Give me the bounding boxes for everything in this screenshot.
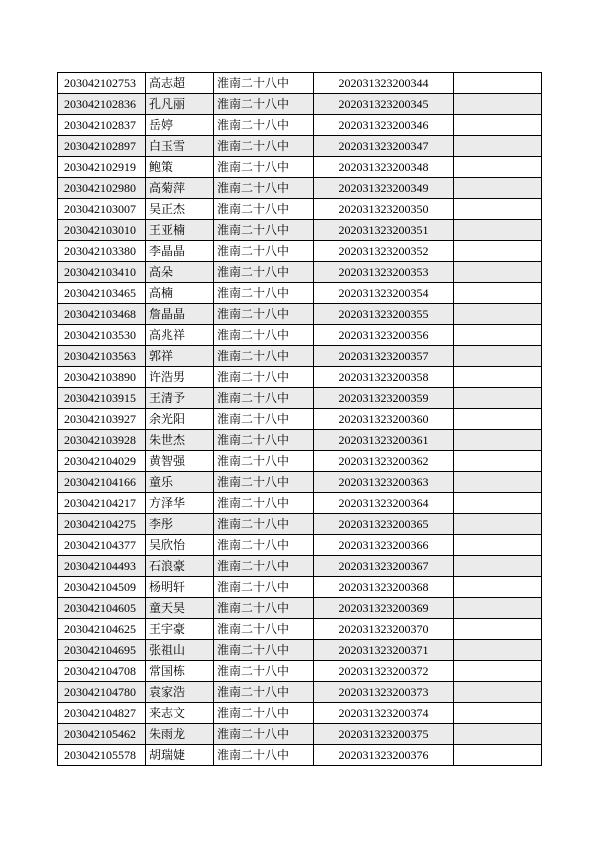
school-cell: 淮南二十八中 (214, 724, 314, 745)
table-row (58, 661, 542, 682)
exam-number-cell: 202031323200352 (314, 241, 454, 262)
remarks-cell (454, 115, 542, 136)
school-cell: 淮南二十八中 (214, 514, 314, 535)
school-cell: 淮南二十八中 (214, 115, 314, 136)
roster-table (57, 72, 542, 766)
school-cell: 淮南二十八中 (214, 451, 314, 472)
student-name-cell: 郭祥 (146, 346, 214, 367)
table-row (58, 493, 542, 514)
remarks-cell (454, 661, 542, 682)
student-name-cell: 常国栋 (146, 661, 214, 682)
school-cell: 淮南二十八中 (214, 262, 314, 283)
exam-number-cell: 202031323200374 (314, 703, 454, 724)
table-row (58, 640, 542, 661)
table-row (58, 325, 542, 346)
exam-number-cell: 202031323200365 (314, 514, 454, 535)
remarks-cell (454, 493, 542, 514)
table-row (58, 262, 542, 283)
table-row (58, 745, 542, 766)
exam-number-cell: 202031323200354 (314, 283, 454, 304)
candidate-id-cell: 203042103890 (58, 367, 146, 388)
candidate-id-cell: 203042102753 (58, 73, 146, 94)
school-cell: 淮南二十八中 (214, 304, 314, 325)
table-row (58, 451, 542, 472)
school-cell: 淮南二十八中 (214, 745, 314, 766)
candidate-id-cell: 203042103927 (58, 409, 146, 430)
school-cell: 淮南二十八中 (214, 157, 314, 178)
remarks-cell (454, 199, 542, 220)
school-cell: 淮南二十八中 (214, 619, 314, 640)
candidate-id-cell: 203042104377 (58, 535, 146, 556)
exam-number-cell: 202031323200358 (314, 367, 454, 388)
school-cell: 淮南二十八中 (214, 640, 314, 661)
remarks-cell (454, 262, 542, 283)
school-cell: 淮南二十八中 (214, 556, 314, 577)
student-name-cell: 余光阳 (146, 409, 214, 430)
student-name-cell: 胡瑞婕 (146, 745, 214, 766)
exam-number-cell: 202031323200347 (314, 136, 454, 157)
school-cell: 淮南二十八中 (214, 598, 314, 619)
table-row (58, 304, 542, 325)
school-cell: 淮南二十八中 (214, 94, 314, 115)
candidate-id-cell: 203042103465 (58, 283, 146, 304)
remarks-cell (454, 73, 542, 94)
student-name-cell: 来志文 (146, 703, 214, 724)
table-row (58, 94, 542, 115)
remarks-cell (454, 367, 542, 388)
candidate-id-cell: 203042103928 (58, 430, 146, 451)
remarks-cell (454, 619, 542, 640)
remarks-cell (454, 682, 542, 703)
candidate-id-cell: 203042103007 (58, 199, 146, 220)
candidate-id-cell: 203042103563 (58, 346, 146, 367)
remarks-cell (454, 94, 542, 115)
candidate-id-cell: 203042104029 (58, 451, 146, 472)
exam-number-cell: 202031323200357 (314, 346, 454, 367)
school-cell: 淮南二十八中 (214, 367, 314, 388)
table-row (58, 535, 542, 556)
student-name-cell: 高兆祥 (146, 325, 214, 346)
remarks-cell (454, 409, 542, 430)
remarks-cell (454, 598, 542, 619)
student-name-cell: 童乐 (146, 472, 214, 493)
remarks-cell (454, 304, 542, 325)
table-row (58, 619, 542, 640)
candidate-id-cell: 203042104509 (58, 577, 146, 598)
remarks-cell (454, 220, 542, 241)
student-name-cell: 袁家浩 (146, 682, 214, 703)
candidate-id-cell: 203042104625 (58, 619, 146, 640)
exam-number-cell: 202031323200370 (314, 619, 454, 640)
exam-number-cell: 202031323200346 (314, 115, 454, 136)
remarks-cell (454, 283, 542, 304)
remarks-cell (454, 724, 542, 745)
school-cell: 淮南二十八中 (214, 178, 314, 199)
school-cell: 淮南二十八中 (214, 220, 314, 241)
student-name-cell: 许浩男 (146, 367, 214, 388)
exam-number-cell: 202031323200369 (314, 598, 454, 619)
candidate-id-cell: 203042103010 (58, 220, 146, 241)
roster-table-body (58, 73, 542, 766)
table-row (58, 73, 542, 94)
exam-number-cell: 202031323200371 (314, 640, 454, 661)
exam-number-cell: 202031323200351 (314, 220, 454, 241)
candidate-id-cell: 203042103468 (58, 304, 146, 325)
exam-number-cell: 202031323200372 (314, 661, 454, 682)
remarks-cell (454, 325, 542, 346)
student-name-cell: 白玉雪 (146, 136, 214, 157)
exam-number-cell: 202031323200363 (314, 472, 454, 493)
student-name-cell: 王清予 (146, 388, 214, 409)
school-cell: 淮南二十八中 (214, 283, 314, 304)
candidate-id-cell: 203042104780 (58, 682, 146, 703)
table-row (58, 682, 542, 703)
exam-number-cell: 202031323200349 (314, 178, 454, 199)
exam-number-cell: 202031323200366 (314, 535, 454, 556)
table-row (58, 514, 542, 535)
candidate-id-cell: 203042104605 (58, 598, 146, 619)
school-cell: 淮南二十八中 (214, 388, 314, 409)
table-row (58, 556, 542, 577)
student-name-cell: 高楠 (146, 283, 214, 304)
exam-number-cell: 202031323200344 (314, 73, 454, 94)
candidate-id-cell: 203042104217 (58, 493, 146, 514)
table-row (58, 472, 542, 493)
exam-number-cell: 202031323200375 (314, 724, 454, 745)
table-row (58, 703, 542, 724)
candidate-id-cell: 203042104166 (58, 472, 146, 493)
table-row (58, 178, 542, 199)
remarks-cell (454, 577, 542, 598)
remarks-cell (454, 640, 542, 661)
school-cell: 淮南二十八中 (214, 661, 314, 682)
student-name-cell: 石浪豪 (146, 556, 214, 577)
remarks-cell (454, 136, 542, 157)
student-name-cell: 岳婷 (146, 115, 214, 136)
exam-number-cell: 202031323200355 (314, 304, 454, 325)
table-row (58, 367, 542, 388)
exam-number-cell: 202031323200368 (314, 577, 454, 598)
school-cell: 淮南二十八中 (214, 703, 314, 724)
table-row (58, 409, 542, 430)
school-cell: 淮南二十八中 (214, 346, 314, 367)
exam-number-cell: 202031323200361 (314, 430, 454, 451)
student-name-cell: 朱雨龙 (146, 724, 214, 745)
table-row (58, 724, 542, 745)
candidate-id-cell: 203042104493 (58, 556, 146, 577)
remarks-cell (454, 556, 542, 577)
school-cell: 淮南二十八中 (214, 409, 314, 430)
student-name-cell: 朱世杰 (146, 430, 214, 451)
remarks-cell (454, 346, 542, 367)
candidate-id-cell: 203042102919 (58, 157, 146, 178)
candidate-id-cell: 203042104827 (58, 703, 146, 724)
table-row (58, 220, 542, 241)
school-cell: 淮南二十八中 (214, 535, 314, 556)
table-row (58, 283, 542, 304)
candidate-id-cell: 203042102897 (58, 136, 146, 157)
school-cell: 淮南二十八中 (214, 577, 314, 598)
candidate-id-cell: 203042102980 (58, 178, 146, 199)
student-name-cell: 李晶晶 (146, 241, 214, 262)
school-cell: 淮南二十八中 (214, 136, 314, 157)
school-cell: 淮南二十八中 (214, 73, 314, 94)
student-name-cell: 童天昊 (146, 598, 214, 619)
remarks-cell (454, 451, 542, 472)
exam-number-cell: 202031323200356 (314, 325, 454, 346)
school-cell: 淮南二十八中 (214, 493, 314, 514)
candidate-id-cell: 203042103410 (58, 262, 146, 283)
student-name-cell: 高菊萍 (146, 178, 214, 199)
table-row (58, 136, 542, 157)
student-name-cell: 方泽华 (146, 493, 214, 514)
candidate-id-cell: 203042104708 (58, 661, 146, 682)
candidate-id-cell: 203042104275 (58, 514, 146, 535)
exam-number-cell: 202031323200373 (314, 682, 454, 703)
table-row (58, 241, 542, 262)
remarks-cell (454, 388, 542, 409)
exam-number-cell: 202031323200353 (314, 262, 454, 283)
student-name-cell: 吴欣怡 (146, 535, 214, 556)
candidate-id-cell: 203042104695 (58, 640, 146, 661)
student-name-cell: 王亚楠 (146, 220, 214, 241)
table-row (58, 577, 542, 598)
remarks-cell (454, 178, 542, 199)
exam-number-cell: 202031323200362 (314, 451, 454, 472)
candidate-id-cell: 203042103915 (58, 388, 146, 409)
exam-number-cell: 202031323200364 (314, 493, 454, 514)
candidate-id-cell: 203042105578 (58, 745, 146, 766)
exam-number-cell: 202031323200360 (314, 409, 454, 430)
candidate-id-cell: 203042103380 (58, 241, 146, 262)
school-cell: 淮南二十八中 (214, 682, 314, 703)
candidate-id-cell: 203042102836 (58, 94, 146, 115)
student-name-cell: 王宇豪 (146, 619, 214, 640)
exam-number-cell: 202031323200345 (314, 94, 454, 115)
student-name-cell: 吴正杰 (146, 199, 214, 220)
remarks-cell (454, 241, 542, 262)
remarks-cell (454, 472, 542, 493)
table-row (58, 115, 542, 136)
school-cell: 淮南二十八中 (214, 430, 314, 451)
exam-number-cell: 202031323200348 (314, 157, 454, 178)
student-name-cell: 高朵 (146, 262, 214, 283)
exam-number-cell: 202031323200350 (314, 199, 454, 220)
table-row (58, 157, 542, 178)
candidate-id-cell: 203042102837 (58, 115, 146, 136)
remarks-cell (454, 430, 542, 451)
remarks-cell (454, 535, 542, 556)
remarks-cell (454, 514, 542, 535)
student-name-cell: 张祖山 (146, 640, 214, 661)
remarks-cell (454, 745, 542, 766)
student-name-cell: 高志超 (146, 73, 214, 94)
school-cell: 淮南二十八中 (214, 472, 314, 493)
table-row (58, 430, 542, 451)
school-cell: 淮南二十八中 (214, 199, 314, 220)
exam-number-cell: 202031323200367 (314, 556, 454, 577)
table-row (58, 388, 542, 409)
student-name-cell: 詹晶晶 (146, 304, 214, 325)
table-row (58, 598, 542, 619)
candidate-id-cell: 203042103530 (58, 325, 146, 346)
student-name-cell: 黄智强 (146, 451, 214, 472)
candidate-id-cell: 203042105462 (58, 724, 146, 745)
school-cell: 淮南二十八中 (214, 325, 314, 346)
exam-number-cell: 202031323200359 (314, 388, 454, 409)
table-row (58, 199, 542, 220)
student-name-cell: 鲍策 (146, 157, 214, 178)
remarks-cell (454, 703, 542, 724)
student-name-cell: 孔凡丽 (146, 94, 214, 115)
remarks-cell (454, 157, 542, 178)
exam-number-cell: 202031323200376 (314, 745, 454, 766)
student-name-cell: 杨明轩 (146, 577, 214, 598)
student-name-cell: 李彤 (146, 514, 214, 535)
school-cell: 淮南二十八中 (214, 241, 314, 262)
table-row (58, 346, 542, 367)
